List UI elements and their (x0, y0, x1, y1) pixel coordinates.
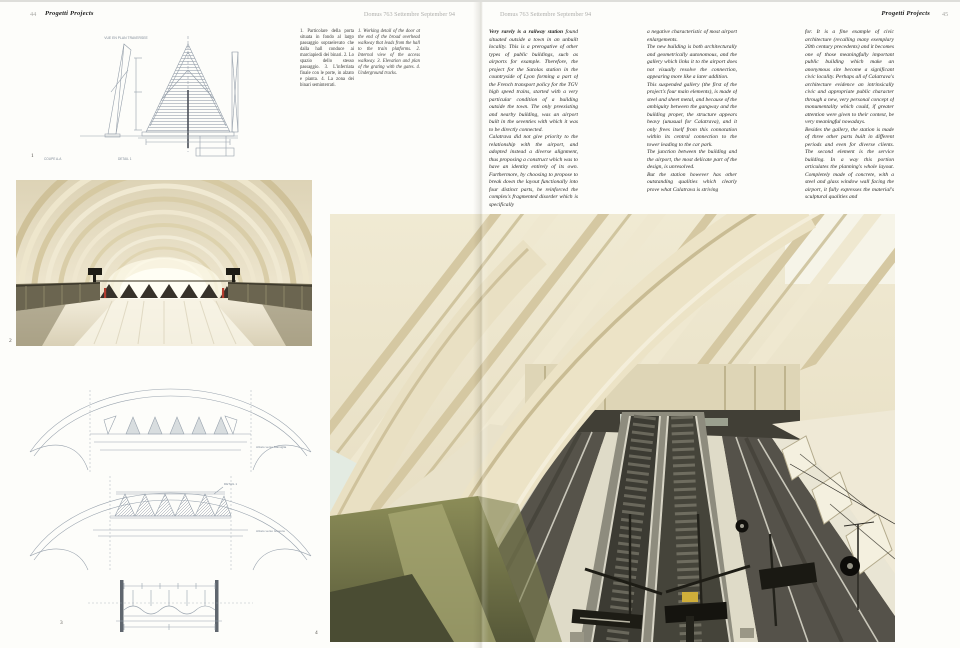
figure-marker-2: 2 (9, 338, 12, 344)
caption-italian: 1. Particolare della porta situata in fondo al largo passaggio sopraelevato che dalla hall conduce ai marciapiedi dei binari. 2. Lo spazio dello stesso passaggio. 3. L'inferriata finale con le porte, in alzato e pianta. 4. La zona dei binari seminterrati. (300, 29, 354, 88)
photo-track-hall (330, 214, 895, 642)
issue-line-left: Domus 763 Settembre September 94 (363, 11, 455, 18)
figure-marker-1: 1 (31, 153, 34, 159)
section-title-left: Progetti Projects (45, 10, 94, 17)
paragraph: Calatrava did not give priority to the relationship with the airport, and adopted instead a diverse alignment, thus proposing a construct which was to have an identity entirely of its own. Furthermore, by choosing to propose to break down the layout functionally into four distinct parts, he reinforced the complex's fragmented disorder which is specifically (489, 134, 578, 208)
detail-label: DETAIL 1 (118, 157, 132, 161)
paragraph: This suspended gallery (the first of the project's four main elements), is made of steel and sheet metal, and because of the ambiguity between the gangway and the building proper, the structure appears heavy (unusual for Calatrava), and it only frees itself from this connotation within its central connection to the tower leading to the car park. (647, 81, 737, 148)
paragraph: a negative characteristic of most airport enlargements. (647, 29, 737, 43)
paragraph: The junction between the building and the airport, the most delicate part of the design, is unresolved. (647, 149, 737, 170)
article-column-3 (805, 29, 894, 210)
section-title-right: Progetti Projects (881, 10, 930, 17)
figure-marker-4: 4 (315, 630, 318, 636)
lead-paragraph (489, 29, 578, 134)
lead-rest: found situated outside a town in an unbuilt locality. This is a prerogative of other types of public buildings, such as airports for example. Therefore, the project for the Satolas station in the countryside of Lyon forming a part of the French transport policy for the TGV high speed trains, started with a very particular condition of a building outside the town. The only preexisting and nearby building, was an airport built in the seventies with which it was to be directly connected. (489, 29, 578, 133)
paragraph: The new building is both architecturally and geometrically autonomous, and the gallery which links it to the airport does not visually resolve the connection, appearing more like a later addition. (647, 44, 737, 80)
red-post-right (222, 288, 224, 298)
section-drawings (28, 360, 313, 640)
lead-bold: Very rarely is a railway station (489, 29, 564, 35)
article-column-2 (647, 29, 737, 210)
issue-line-right: Domus 763 Settembre September 94 (500, 11, 592, 18)
elevation-b-label: Alzato verso Ginevra (256, 529, 285, 533)
article-column-1 (489, 29, 578, 210)
paragraph: But the station however has other outstanding qualities which clearly prove what Calatrava is striving (647, 171, 737, 193)
red-post-left (104, 288, 106, 298)
photo-walkway-interior (16, 180, 312, 346)
figure-marker-3: 3 (60, 620, 63, 626)
elevation-a-label: Alzato verso Marsiglia (256, 445, 287, 449)
door-detail-drawing (30, 30, 240, 170)
detail-b-label: DETAIL 1 (224, 482, 238, 486)
paragraph: for. It is a fine example of civic architecture (recalling many exemplary 20th century precedents) and it becomes one of those meaningfully important public building which make an anonymous site become a significant civic locality. Perhaps all of Calatrava's architecture evidence an intrinsically civic and appropriate public character through a new, very personal concept of monumentality which could, if greater attention were given to their context, be very meaningful nowadays. (805, 29, 894, 125)
coupe-label: COUPE A-A (44, 157, 62, 161)
caption-english: 1. Working detail of the door at the end of the broad overhead walkway that leads from the hall to the train platforms. 2. Internal view of the access walkway. 3. Elevation and plan of the grating with the gates. 4. Underground tracks. (358, 29, 420, 76)
paragraph: Besides the gallery, the station is made of three other parts built in different periods and even for diverse clients. The second element is the service building. In a way this portion articulates the planning's whole layout. Completely made of concrete, with a steel and glass window wall facing the airport, it fully expresses the material's sculptural qualities and (805, 126, 894, 200)
page-number-right: 45 (942, 11, 949, 18)
drawing-title: VUE EN PLAN TRAVERSEE (104, 36, 148, 40)
page-number-left: 44 (30, 11, 37, 18)
